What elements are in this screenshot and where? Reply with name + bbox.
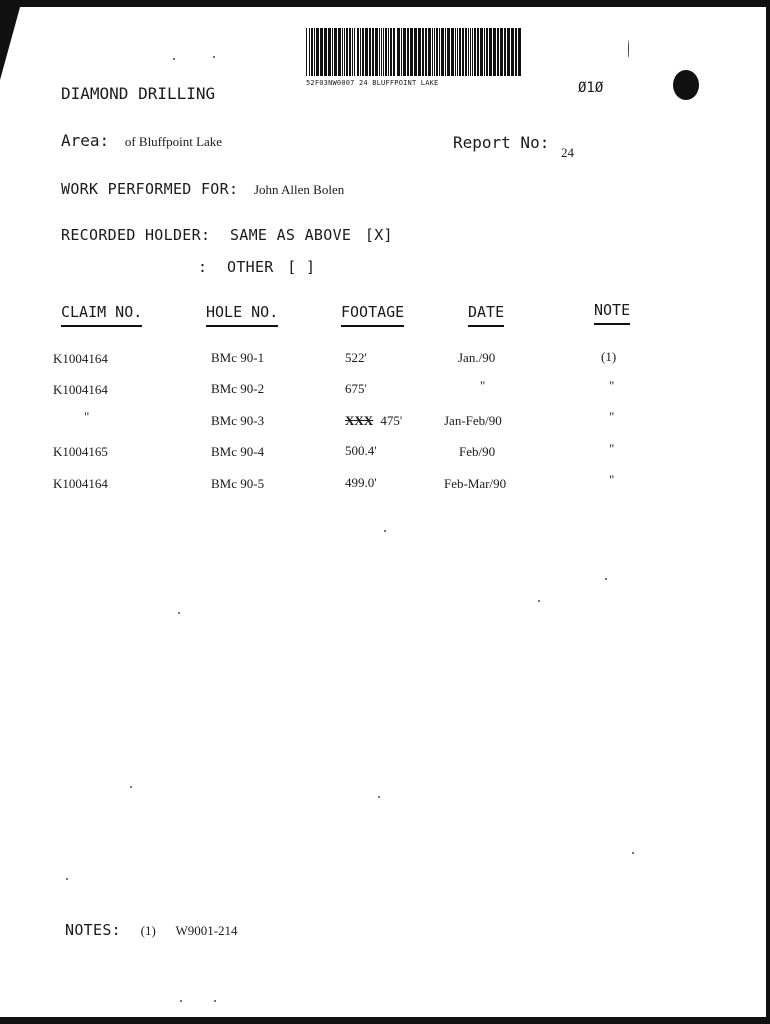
column-header-claim: CLAIM NO. (61, 303, 142, 327)
other-label: OTHER (226, 258, 274, 276)
notes-section (65, 920, 238, 939)
scan-speck (628, 40, 629, 58)
scan-speck (180, 1000, 182, 1002)
column-header-note: NOTE (594, 301, 630, 325)
column-header-hole: HOLE NO. (206, 303, 278, 327)
claim-cell: " (84, 409, 90, 424)
claim-cell: K1004164 (53, 351, 108, 366)
barcode-bar (324, 28, 327, 76)
barcode-bar (500, 28, 503, 76)
barcode-bar (455, 28, 456, 76)
barcode-bar (493, 28, 496, 76)
barcode-bar (383, 28, 384, 76)
footage-cell: 499.0' (345, 475, 377, 490)
note-text: W9001-214 (175, 923, 238, 938)
barcode-bar (425, 28, 427, 76)
same-as-above-checkbox: [X] (364, 226, 393, 244)
barcode-bar (379, 28, 380, 76)
hole-cell: BMc 90-2 (211, 381, 265, 396)
page-title: DIAMOND DRILLING (61, 84, 216, 103)
barcode-bar (445, 28, 446, 76)
other-prefix: : (198, 258, 208, 276)
barcode-bar (388, 28, 389, 76)
scan-speck (384, 530, 386, 532)
barcode-bar (486, 28, 488, 76)
barcode-bar (314, 28, 315, 76)
scan-speck (178, 612, 180, 614)
barcode-bar (390, 28, 392, 76)
scan-speck (214, 1000, 216, 1002)
scan-speck (130, 786, 132, 788)
report-row (453, 133, 574, 160)
footage-cell: 522' (345, 350, 367, 365)
note-marker: (1) (140, 923, 156, 938)
scan-speck (538, 600, 540, 602)
column-header-footage: FOOTAGE (341, 303, 404, 327)
barcode-bar (414, 28, 417, 76)
barcode-bar (360, 28, 361, 76)
barcode-bar (349, 28, 351, 76)
barcode-bar (480, 28, 483, 76)
other-checkbox: [ ] (287, 258, 316, 276)
report-number: 24 (560, 145, 574, 160)
hole-cell: BMc 90-5 (211, 476, 265, 491)
claim-cell: K1004164 (53, 382, 108, 397)
scan-speck (605, 578, 607, 580)
barcode-bar (457, 28, 458, 76)
barcode-bar (418, 28, 421, 76)
barcode-bar (441, 28, 444, 76)
note-cell: " (609, 378, 615, 393)
work-performed-label: WORK PERFORMED FOR: (61, 180, 239, 198)
notes-label: NOTES: (65, 921, 121, 939)
barcode-bar (451, 28, 454, 76)
scan-speck (66, 878, 68, 880)
punch-hole (673, 70, 699, 100)
barcode (306, 28, 522, 76)
barcode-bar (385, 28, 387, 76)
barcode-bar (434, 28, 435, 76)
barcode-bar (342, 28, 343, 76)
scan-edge-right (766, 0, 770, 1024)
barcode-bar (407, 28, 409, 76)
barcode-bar (357, 28, 359, 76)
barcode-bar (365, 28, 368, 76)
barcode-bar (511, 28, 514, 76)
struck-out-footage: XXX (345, 413, 374, 428)
barcode-bar (369, 28, 371, 76)
barcode-label: 52F03NW0007 24 BLUFFPOINT LAKE (306, 79, 439, 87)
barcode-bar (447, 28, 450, 76)
footage-cell: XXX 475' (345, 413, 403, 428)
work-performed-row (61, 179, 344, 198)
area-label: Area: (61, 131, 110, 150)
work-performed-value: John Allen Bolen (253, 182, 345, 197)
barcode-bar (328, 28, 331, 76)
barcode-bar (332, 28, 333, 76)
barcode-bar (474, 28, 476, 76)
barcode-bar (372, 28, 374, 76)
barcode-bar (468, 28, 469, 76)
barcode-bar (375, 28, 378, 76)
barcode-bar (477, 28, 479, 76)
barcode-bar (338, 28, 341, 76)
date-cell: " (480, 378, 486, 393)
barcode-bar (484, 28, 485, 76)
barcode-bar (401, 28, 402, 76)
barcode-bar (465, 28, 467, 76)
note-cell: (1) (601, 349, 617, 364)
barcode-bar (352, 28, 353, 76)
hole-cell: BMc 90-1 (211, 350, 265, 365)
area-row (61, 131, 222, 150)
recorded-holder-row (61, 225, 393, 244)
barcode-bar (428, 28, 431, 76)
barcode-bar (393, 28, 395, 76)
footage-cell: 500.4' (345, 443, 377, 458)
date-cell: Feb/90 (459, 444, 496, 459)
report-label: Report No: (453, 133, 550, 152)
barcode-bar (403, 28, 406, 76)
barcode-bar (507, 28, 510, 76)
scan-corner (0, 0, 22, 80)
barcode-bar (309, 28, 310, 76)
footage-cell: 675' (345, 381, 367, 396)
scan-speck (632, 852, 634, 854)
barcode-bar (436, 28, 438, 76)
barcode-bar (346, 28, 348, 76)
note-cell: " (609, 409, 615, 424)
barcode-bar (422, 28, 424, 76)
barcode-bar (470, 28, 471, 76)
barcode-bar (306, 28, 307, 76)
barcode-bar (354, 28, 355, 76)
barcode-bar (518, 28, 521, 76)
barcode-bar (311, 28, 313, 76)
claim-cell: K1004164 (53, 476, 108, 491)
scan-speck (213, 56, 215, 58)
barcode-bar (504, 28, 506, 76)
barcode-bar (362, 28, 364, 76)
note-cell: " (609, 472, 615, 487)
barcode-bar (462, 28, 464, 76)
barcode-bar (334, 28, 337, 76)
barcode-bar (432, 28, 433, 76)
barcode-bar (397, 28, 400, 76)
barcode-bar (515, 28, 517, 76)
barcode-bar (489, 28, 492, 76)
claim-cell: K1004165 (53, 444, 108, 459)
file-code: Ø1Ø (578, 80, 604, 96)
hole-cell: BMc 90-4 (211, 444, 265, 459)
other-holder-row (198, 257, 315, 276)
same-as-above-label: SAME AS ABOVE (229, 226, 352, 244)
scan-speck (378, 796, 380, 798)
scan-edge-bottom (0, 1017, 770, 1024)
scan-speck (173, 58, 175, 60)
barcode-bar (344, 28, 345, 76)
barcode-bar (381, 28, 382, 76)
barcode-bar (439, 28, 440, 76)
column-header-date: DATE (468, 303, 504, 327)
barcode-bar (497, 28, 499, 76)
barcode-bar (320, 28, 323, 76)
recorded-holder-label: RECORDED HOLDER: (61, 226, 211, 244)
scan-edge-top (0, 0, 770, 7)
area-value: of Bluffpoint Lake (124, 134, 223, 149)
hole-cell: BMc 90-3 (211, 413, 265, 428)
note-cell: " (609, 441, 615, 456)
barcode-bar (472, 28, 473, 76)
barcode-bar (459, 28, 461, 76)
date-cell: Feb-Mar/90 (444, 476, 507, 491)
barcode-bar (410, 28, 413, 76)
barcode-bar (316, 28, 319, 76)
date-cell: Jan./90 (458, 350, 496, 365)
date-cell: Jan-Feb/90 (444, 413, 502, 428)
